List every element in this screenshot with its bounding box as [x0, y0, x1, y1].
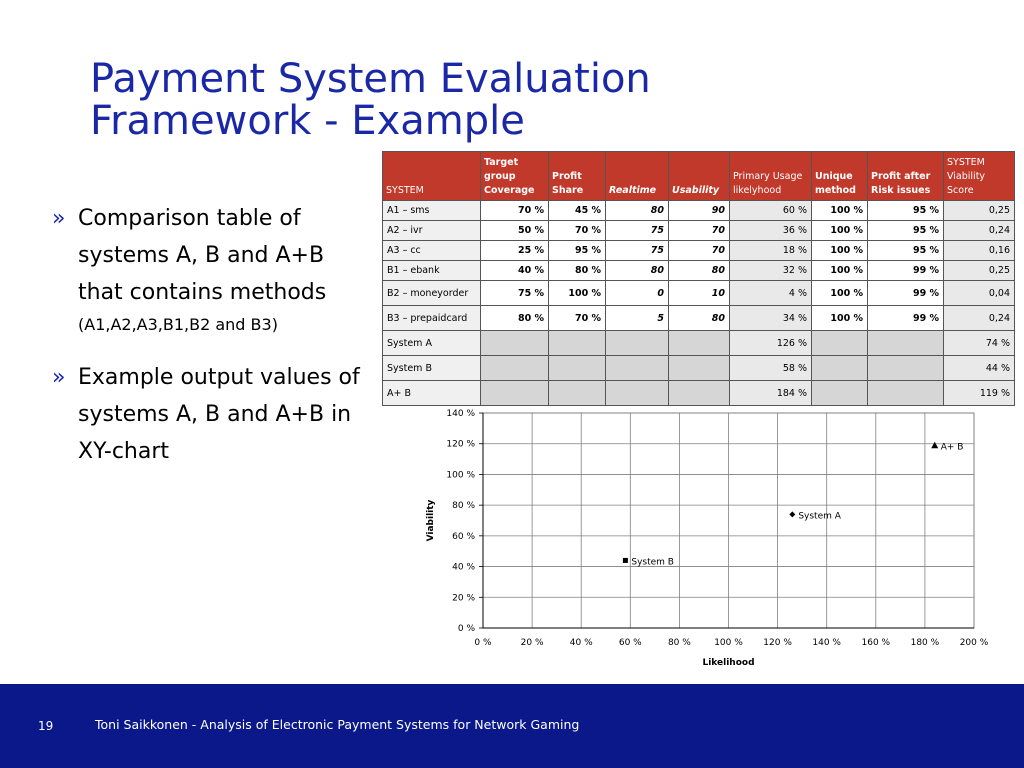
cell-name: B1 – ebank: [383, 261, 481, 281]
cell-realtime: 80: [606, 201, 669, 221]
x-tick-label: 0 %: [474, 638, 492, 648]
bullet-item: [52, 359, 362, 470]
cell-name: A1 – sms: [383, 201, 481, 221]
cell-profit: 80 %: [549, 261, 606, 281]
cell-likely: 4 %: [730, 281, 812, 306]
table-row: [383, 221, 1015, 241]
bullet-text: Example output values of systems A, B and A+B in XY-chart: [78, 365, 360, 464]
y-tick-label: 40 %: [452, 562, 475, 573]
summary-name: System A: [383, 331, 481, 356]
header-profit-after-risk: Profit after Risk issues: [868, 152, 944, 201]
bullet-item: [52, 200, 362, 339]
header-profit-share: Profit Share: [549, 152, 606, 201]
y-tick-label: 60 %: [452, 531, 475, 542]
cell-likely: 36 %: [730, 221, 812, 241]
summary-likelihood: 184 %: [730, 381, 812, 406]
x-tick-label: 60 %: [618, 638, 642, 648]
summary-empty-cell: [812, 356, 868, 381]
cell-usability: 80: [669, 261, 730, 281]
summary-empty-cell: [606, 381, 669, 406]
table-row: [383, 201, 1015, 221]
summary-empty-cell: [812, 381, 868, 406]
y-axis-title: Viability: [426, 499, 436, 542]
summary-empty-cell: [868, 331, 944, 356]
cell-usability: 70: [669, 241, 730, 261]
header-viability-score: SYSTEM Viability Score: [944, 152, 1015, 201]
x-tick-label: 140 %: [812, 638, 841, 648]
bullet-mark: »: [52, 365, 66, 390]
table-row: [383, 281, 1015, 306]
x-tick-label: 100 %: [714, 638, 743, 648]
cell-profit: 70 %: [549, 221, 606, 241]
summary-empty-cell: [669, 356, 730, 381]
summary-empty-cell: [549, 331, 606, 356]
cell-realtime: 0: [606, 281, 669, 306]
x-tick-label: 20 %: [520, 638, 544, 648]
cell-score: 0,25: [944, 201, 1015, 221]
header-usage-likelyhood: Primary Usage likelyhood: [730, 152, 812, 201]
page-number: 19: [38, 719, 54, 733]
cell-target: 25 %: [481, 241, 549, 261]
summary-empty-cell: [549, 381, 606, 406]
x-tick-label: 120 %: [763, 638, 792, 648]
cell-realtime: 75: [606, 221, 669, 241]
cell-realtime: 5: [606, 306, 669, 331]
table-summary-row: [383, 381, 1015, 406]
cell-profit: 95 %: [549, 241, 606, 261]
summary-empty-cell: [669, 331, 730, 356]
y-tick-label: 20 %: [452, 593, 475, 604]
y-tick-label: 140 %: [446, 409, 475, 419]
bullet-list: [52, 200, 362, 490]
cell-profit: 70 %: [549, 306, 606, 331]
summary-likelihood: 126 %: [730, 331, 812, 356]
cell-risk: 95 %: [868, 221, 944, 241]
data-label: A+ B: [940, 442, 964, 453]
cell-usability: 90: [669, 201, 730, 221]
cell-unique: 100 %: [812, 221, 868, 241]
cell-likely: 60 %: [730, 201, 812, 221]
cell-score: 0,04: [944, 281, 1015, 306]
table-summary-row: [383, 356, 1015, 381]
y-tick-label: 100 %: [446, 470, 475, 481]
point-system-b: [623, 558, 628, 563]
y-tick-label: 0 %: [457, 624, 475, 634]
cell-target: 75 %: [481, 281, 549, 306]
table-row: [383, 261, 1015, 281]
summary-empty-cell: [868, 381, 944, 406]
cell-risk: 99 %: [868, 281, 944, 306]
cell-unique: 100 %: [812, 261, 868, 281]
summary-likelihood: 58 %: [730, 356, 812, 381]
summary-empty-cell: [669, 381, 730, 406]
cell-realtime: 75: [606, 241, 669, 261]
cell-likely: 18 %: [730, 241, 812, 261]
x-tick-label: 80 %: [667, 638, 691, 648]
cell-profit: 100 %: [549, 281, 606, 306]
summary-empty-cell: [606, 356, 669, 381]
cell-target: 70 %: [481, 201, 549, 221]
cell-name: A3 – cc: [383, 241, 481, 261]
cell-target: 80 %: [481, 306, 549, 331]
header-realtime: Realtime: [606, 152, 669, 201]
header-target-coverage: Target group Coverage: [481, 152, 549, 201]
footer-bar: [0, 684, 1024, 768]
cell-name: A2 – ivr: [383, 221, 481, 241]
evaluation-table: [382, 151, 1015, 406]
cell-score: 0,24: [944, 221, 1015, 241]
summary-name: A+ B: [383, 381, 481, 406]
footer-text: Toni Saikkonen - Analysis of Electronic Payment Systems for Network Gaming: [95, 717, 580, 732]
y-tick-label: 120 %: [446, 439, 475, 450]
header-usability: Usability: [669, 152, 730, 201]
summary-empty-cell: [481, 381, 549, 406]
cell-risk: 95 %: [868, 201, 944, 221]
header-unique-method: Unique method: [812, 152, 868, 201]
bullet-mark: »: [52, 206, 66, 231]
bullet-subtext: (A1,A2,A3,B1,B2 and B3): [78, 315, 278, 334]
cell-score: 0,16: [944, 241, 1015, 261]
cell-risk: 99 %: [868, 306, 944, 331]
cell-realtime: 80: [606, 261, 669, 281]
table-row: [383, 306, 1015, 331]
xy-chart: [414, 404, 1010, 676]
cell-usability: 70: [669, 221, 730, 241]
summary-viability: 44 %: [944, 356, 1015, 381]
summary-empty-cell: [868, 356, 944, 381]
cell-unique: 100 %: [812, 306, 868, 331]
x-tick-label: 200 %: [959, 638, 989, 648]
cell-likely: 32 %: [730, 261, 812, 281]
summary-viability: 119 %: [944, 381, 1015, 406]
bullet-text: Comparison table of systems A, B and A+B that contains methods: [78, 206, 327, 305]
summary-name: System B: [383, 356, 481, 381]
y-tick-label: 80 %: [452, 501, 475, 512]
summary-viability: 74 %: [944, 331, 1015, 356]
cell-name: B3 – prepaidcard: [383, 306, 481, 331]
table-header-row: [383, 152, 1015, 201]
cell-score: 0,24: [944, 306, 1015, 331]
data-label: System A: [798, 511, 841, 522]
chart-svg: [414, 404, 1010, 676]
slide-title: Payment System Evaluation Framework - Example: [90, 56, 651, 144]
summary-empty-cell: [549, 356, 606, 381]
table-row: [383, 241, 1015, 261]
cell-target: 50 %: [481, 221, 549, 241]
cell-unique: 100 %: [812, 201, 868, 221]
header-system: SYSTEM: [383, 152, 481, 201]
cell-target: 40 %: [481, 261, 549, 281]
summary-empty-cell: [606, 331, 669, 356]
cell-usability: 10: [669, 281, 730, 306]
cell-profit: 45 %: [549, 201, 606, 221]
cell-unique: 100 %: [812, 241, 868, 261]
data-label: System B: [631, 557, 674, 568]
summary-empty-cell: [481, 331, 549, 356]
cell-risk: 95 %: [868, 241, 944, 261]
cell-likely: 34 %: [730, 306, 812, 331]
cell-risk: 99 %: [868, 261, 944, 281]
cell-unique: 100 %: [812, 281, 868, 306]
summary-empty-cell: [481, 356, 549, 381]
x-tick-label: 160 %: [861, 638, 891, 648]
cell-usability: 80: [669, 306, 730, 331]
table-summary-row: [383, 331, 1015, 356]
cell-name: B2 – moneyorder: [383, 281, 481, 306]
x-tick-label: 40 %: [569, 638, 593, 648]
x-axis-title: Likelihood: [702, 658, 755, 668]
summary-empty-cell: [812, 331, 868, 356]
cell-score: 0,25: [944, 261, 1015, 281]
x-tick-label: 180 %: [910, 638, 940, 648]
